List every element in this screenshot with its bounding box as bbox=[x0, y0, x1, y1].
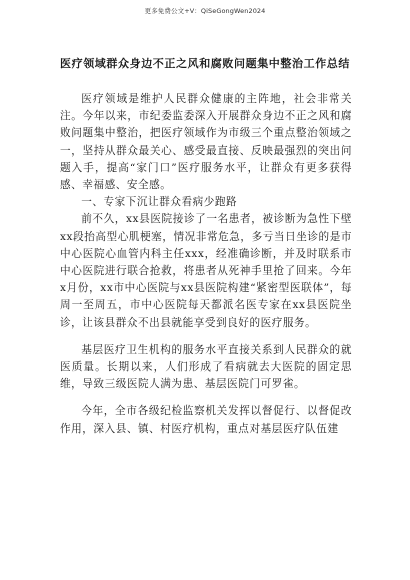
document-body bbox=[60, 91, 352, 438]
section-heading-1: 一、专家下沉让群众看病少跑路 bbox=[81, 196, 238, 209]
paragraph-supervision: 今年，全市各级纪检监察机关发挥以督促行、以督促改作用，深入县、镇、村医疗机构，重点对基层医疗队伍建 bbox=[60, 405, 352, 435]
paragraph-case: 前不久，xx县医院接诊了一名患者，被诊断为急性下壁xx段抬高型心肌梗塞，情况非常危急，多亏当日坐诊的是市中心医院心血管内科主任xxx，经准确诊断，并及时联系市中心医院进行联合抢救，将患者从死神手里抢了回来。今年x月份，xx市中心医院与xx县医院构建“紧密型医联体”，每周一至周五，市中心医院每天都派名医专家在xx县医院坐诊，让该县群众不出县就能享受到良好的医疗服务。 bbox=[60, 213, 352, 329]
header-note: 更多免费公文+V：QiSeGongWen2024 bbox=[144, 7, 266, 15]
document-title: 医疗领域群众身边不正之风和腐败问题集中整治工作总结 bbox=[60, 57, 350, 70]
paragraph-intro: 医疗领域是维护人民群众健康的主阵地，社会非常关注。今年以来，市纪委监委深入开展群众身边不正之风和腐败问题集中整治，把医疗领域作为市级三个重点整治领域之一，坚持从群众最关心、感受最直接、反映最强烈的突出问题入手，提高“家门口”医疗服务水平，让群众有更多获得感、幸福感、安全感。 bbox=[60, 93, 352, 192]
paragraph-grassroots: 基层医疗卫生机构的服务水平直接关系到人民群众的就医质量。长期以来，人们形成了看病就去大医院的固定思维，导致三级医院人满为患、基层医院门可罗雀。 bbox=[60, 343, 352, 391]
